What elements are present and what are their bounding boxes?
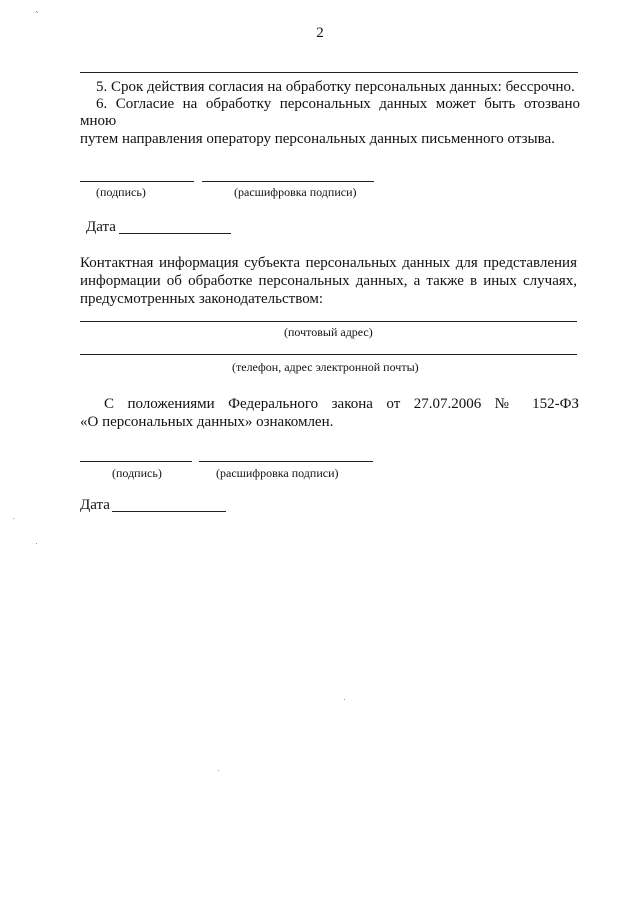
phone-email-line [80, 354, 577, 355]
postal-address-line [80, 321, 577, 322]
decoding-caption-1: (расшифровка подписи) [234, 185, 357, 199]
decoding-line-2 [199, 461, 373, 462]
item-5-text: 5. Срок действия согласия на обработку персональных данных: бессрочно. [96, 79, 575, 95]
signature-caption-1: (подпись) [96, 185, 146, 199]
signature-caption-2: (подпись) [112, 466, 162, 480]
contact-line-3: предусмотренных законодательством: [80, 291, 324, 307]
decoding-caption-2: (расшифровка подписи) [216, 466, 339, 480]
date-label-2: Дата [80, 497, 110, 513]
contact-line-1: Контактная информация субъекта персональных данных для представления [80, 255, 577, 271]
scan-speck [36, 543, 37, 544]
decoding-line-1 [202, 181, 374, 182]
postal-address-caption: (почтовый адрес) [284, 325, 373, 339]
signature-line-2 [80, 461, 192, 462]
phone-email-caption: (телефон, адрес электронной почты) [232, 360, 419, 374]
scan-speck [218, 770, 219, 771]
scan-speck [344, 699, 345, 700]
date-label-1: Дата [86, 219, 116, 235]
date-line-2 [112, 511, 226, 512]
contact-line-2: информации об обработке персональных данных, а также в иных случаях, [80, 273, 577, 289]
item-6-line-2: мною [80, 113, 117, 129]
page-number: 2 [316, 25, 324, 41]
date-line-1 [119, 233, 231, 234]
scan-speck [13, 518, 14, 519]
item-6-line-3: путем направления оператору персональных данных письменного отзыва. [80, 131, 555, 147]
acknowledgement-line-1: С положениями Федерального закона от 27.07.2006 № 152-ФЗ [104, 396, 579, 412]
acknowledgement-line-2: «О персональных данных» ознакомлен. [80, 414, 334, 430]
item-6-line-1: 6. Согласие на обработку персональных данных может быть отозвано [96, 96, 580, 112]
scan-speck [37, 12, 38, 13]
signature-line-1 [80, 181, 194, 182]
top-rule [80, 72, 578, 73]
